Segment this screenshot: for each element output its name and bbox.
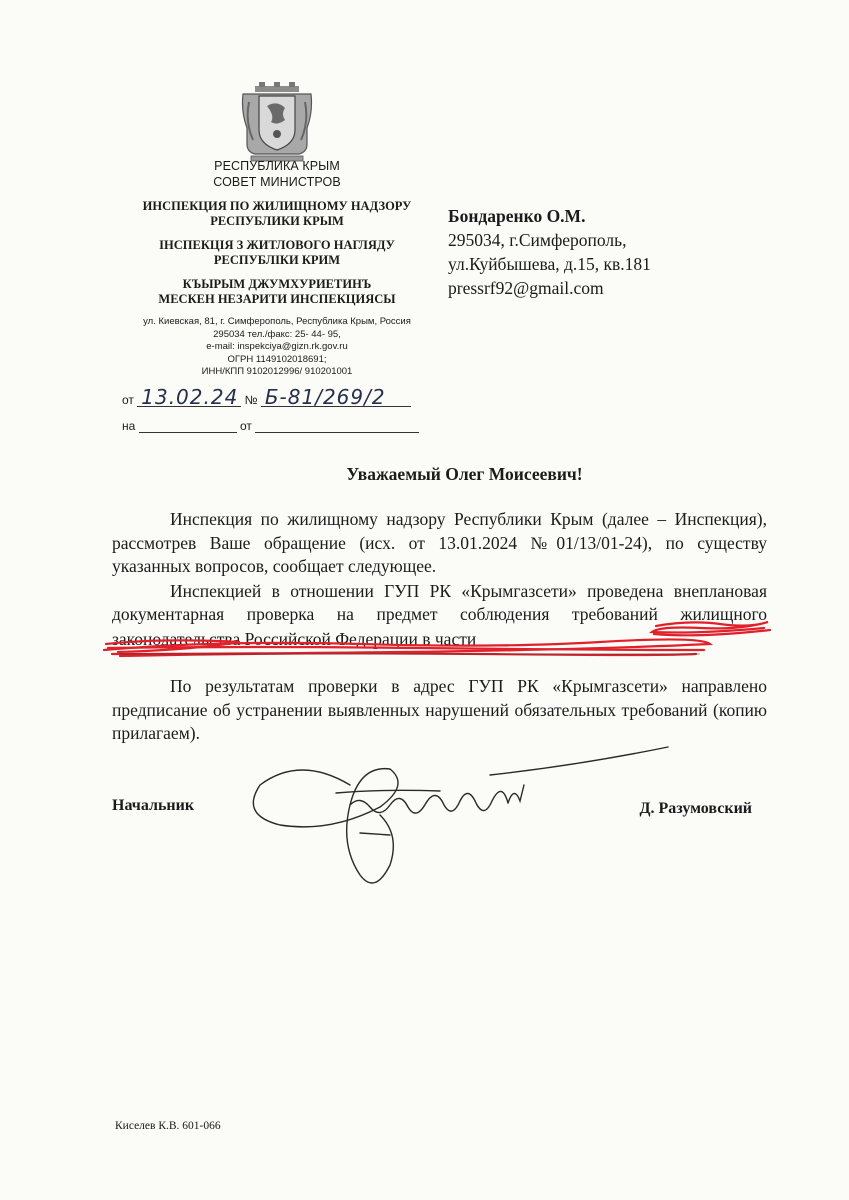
body-paragraph-2 — [112, 580, 767, 652]
org-ogrn: ОГРН 1149102018691; — [227, 353, 327, 365]
handwritten-signature — [240, 745, 670, 895]
recipient-address-line1: 295034, г.Симферополь, — [448, 230, 627, 250]
council-name: СОВЕТ МИНИСТРОВ — [213, 175, 341, 189]
from-label: от — [240, 419, 252, 433]
inspection-ua-line2: РЕСПУБЛІКИ КРИМ — [213, 253, 341, 267]
outgoing-date-field — [137, 385, 241, 409]
body-paragraph-2-text: Инспекцией в отношении ГУП РК «Крымгазсети» проведена внеплановая документарная проверка на предмет соблюдения требований жилищного законодательства Российской Федерации в части — [112, 580, 767, 649]
outgoing-number-field — [261, 385, 411, 409]
letter-body — [112, 508, 767, 747]
executor-note: Киселев К.В. 601-066 — [115, 1120, 221, 1132]
org-email: e-mail: inspekciya@gizn.rk.gov.ru — [206, 341, 348, 352]
inspection-ct-line1: КЪЫРЫМ ДЖУМХУРИЕТИНЪ — [182, 277, 372, 291]
inspection-ru-line1: ИНСПЕКЦИЯ ПО ЖИЛИЩНОМУ НАДЗОРУ — [142, 199, 412, 213]
inspection-ru-line2: РЕСПУБЛИКИ КРЫМ — [210, 214, 344, 228]
number-label: № — [244, 393, 258, 407]
on-label: на — [122, 419, 136, 433]
org-phone: 295034 тел./факс: 25- 44- 95, — [213, 328, 341, 340]
body-paragraph-3: По результатам проверки в адрес ГУП РК «Крымгазсети» направлено предписание об устранении выявленных нарушений обязательных требований (копию прилагаем). — [112, 676, 767, 743]
incoming-number-field — [139, 418, 237, 433]
redacted-line — [112, 652, 767, 675]
recipient-address-line2: ул.Куйбышева, д.15, кв.181 — [448, 254, 651, 274]
recipient-email: pressrf92@gmail.com — [448, 278, 604, 298]
recipient-name: Бондаренко О.М. — [448, 206, 586, 226]
body-paragraph-1: Инспекция по жилищному надзору Республики Крым (далее – Инспекция), рассмотрев Ваше обращение (исх. от 13.01.2024 №01/13/01-24), по существу указанных вопросов, сообщает следующее. — [112, 509, 767, 576]
org-address: ул. Киевская, 81, г. Симферополь, Республика Крым, Россия — [143, 316, 411, 327]
incoming-date-field — [255, 418, 419, 433]
org-inn: ИНН/КПП 9102012996/ 910201001 — [201, 366, 353, 377]
outgoing-date: 13.02.24 — [141, 385, 239, 409]
salutation: Уважаемый Олег Моисеевич! — [346, 464, 583, 484]
signatory-title: Начальник — [112, 797, 195, 814]
letterhead — [112, 82, 442, 379]
inspection-ct-line2: МЕСКЕН НЕЗАРИТИ ИНСПЕКЦИЯСЫ — [158, 292, 396, 306]
date-label: от — [122, 393, 134, 407]
inspection-ua-line1: ІНСПЕКЦІЯ З ЖИТЛОВОГО НАГЛЯДУ — [159, 238, 395, 252]
signatory-name: Д. Разумовский — [639, 800, 752, 817]
republic-name: РЕСПУБЛИКА КРЫМ — [214, 159, 340, 173]
redacted-text — [481, 627, 599, 645]
outgoing-number: Б-81/269/2 — [264, 385, 386, 409]
recipient-block — [448, 204, 651, 300]
coat-of-arms-emblem — [241, 82, 313, 162]
incoming-registration-row — [122, 418, 422, 433]
outgoing-registration-row — [122, 385, 422, 409]
